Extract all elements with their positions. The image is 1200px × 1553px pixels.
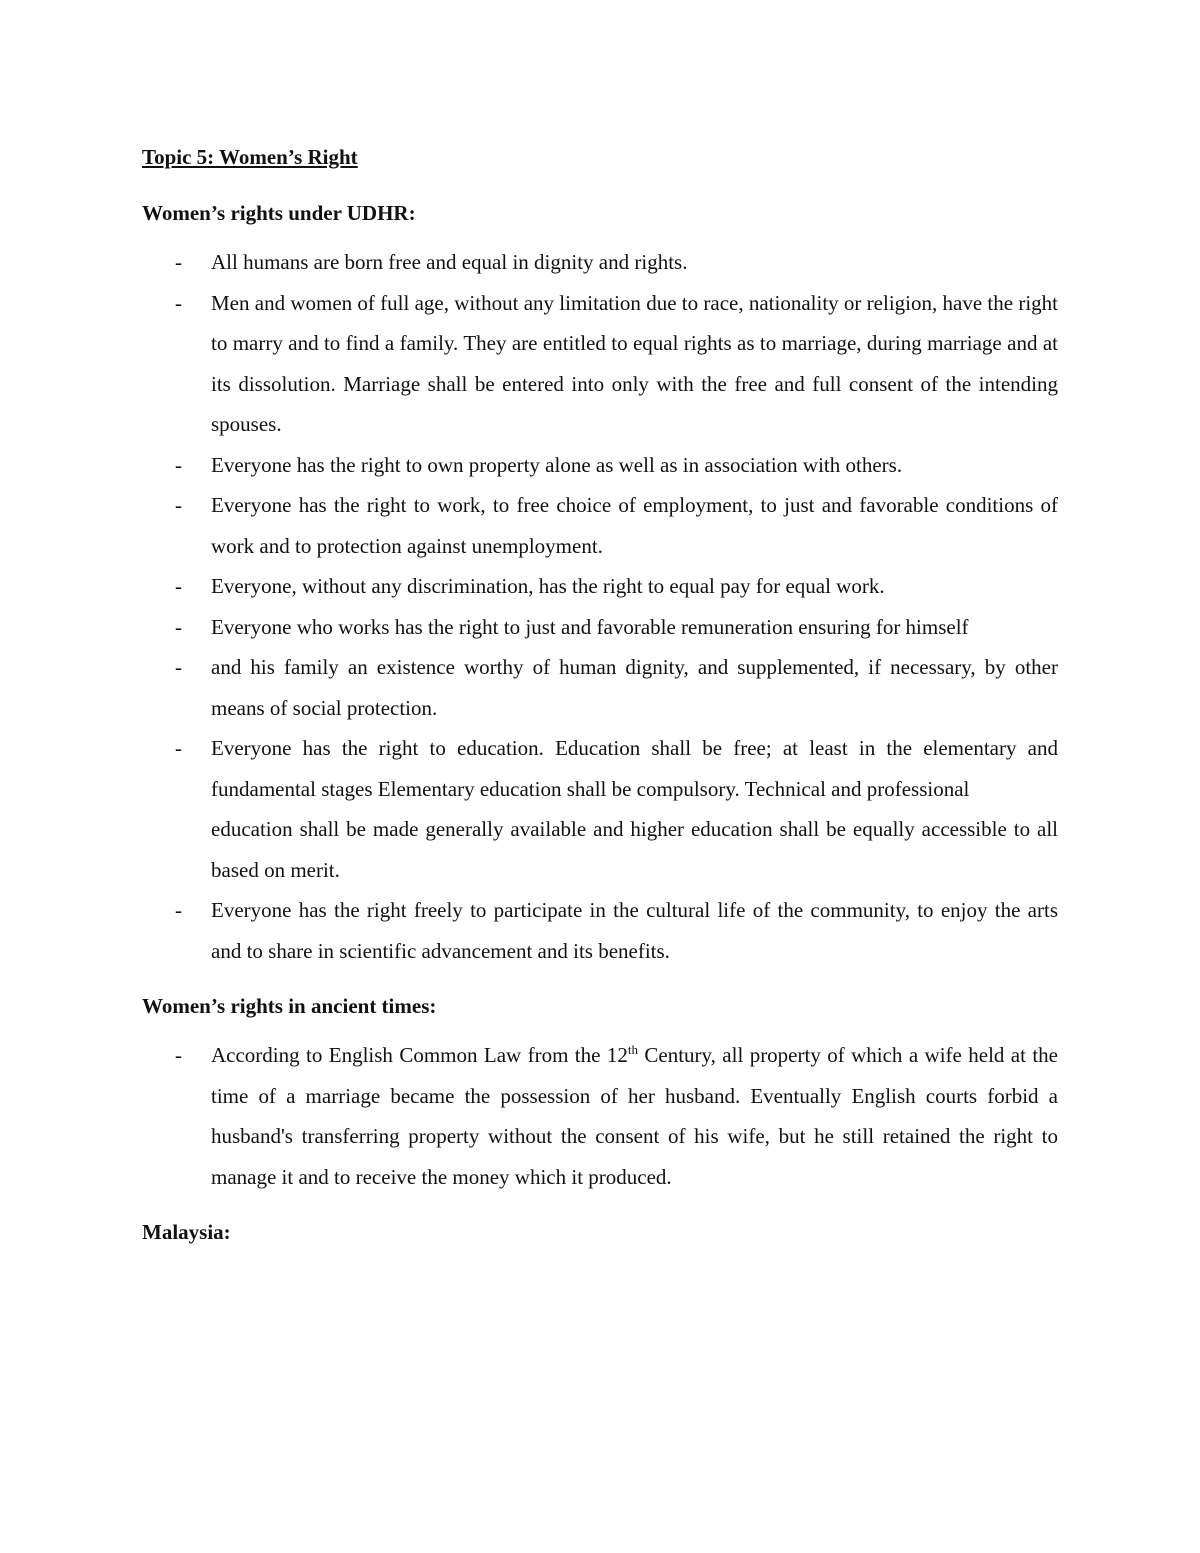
section-heading-malaysia: Malaysia: — [142, 1220, 231, 1244]
dash-bullet-icon: - — [175, 452, 182, 477]
udhr-bullet-list — [142, 242, 1058, 971]
list-item: - and his family an existence worthy of human dignity, and supplemented, if necessary, by other means of social protection. — [142, 647, 1058, 728]
list-item: - Everyone who works has the right to just and favorable remuneration ensuring for himself — [142, 607, 1058, 648]
dash-bullet-icon: - — [175, 1043, 182, 1067]
dash-bullet-icon: - — [175, 574, 182, 598]
dash-bullet-icon: - — [175, 736, 182, 760]
list-item: - All humans are born free and equal in dignity and rights. — [142, 242, 1058, 283]
dash-bullet-icon: - — [175, 614, 182, 639]
list-item: - Everyone has the right to work, to free choice of employment, to just and favorable conditions of work and to protection against unemployment. — [142, 485, 1058, 566]
ancient-times-bullet-list — [142, 1035, 1058, 1197]
dash-bullet-icon: - — [175, 290, 182, 315]
section-heading-udhr: Women’s rights under UDHR: — [142, 201, 416, 225]
list-item: - Everyone, without any discrimination, has the right to equal pay for equal work. — [142, 566, 1058, 607]
dash-bullet-icon: - — [175, 250, 182, 274]
list-item: - Everyone has the right to own property alone as well as in association with others. — [142, 445, 1058, 486]
list-item: - Everyone has the right freely to participate in the cultural life of the community, to enjoy the arts and to share in scientific advancement and its benefits. — [142, 890, 1058, 971]
list-item: - Men and women of full age, without any limitation due to race, nationality or religion, have the right to marry and to find a family. They are entitled to equal rights as to marriage, during marriage and at its dissolution. Marriage shall be entered into only with the free and full consent of the intending spouses. — [142, 283, 1058, 445]
page-title: Topic 5: Women’s Right — [142, 145, 358, 169]
dash-bullet-icon: - — [175, 655, 182, 679]
list-item: - Everyone has the right to education. Education shall be free; at least in the elementary and fundamental stages Elementary education shall be compulsory. Technical and professional education shall be made generally available and higher education shall be equally accessible to all based on merit. — [142, 728, 1058, 890]
list-item: - According to English Common Law from the 12th Century, all property of which a wife held at the time of a marriage became the possession of her husband. Eventually English courts forbid a husband's transferring property without the consent of his wife, but he still retained the right to manage it and to receive the money which it produced. — [142, 1035, 1058, 1197]
dash-bullet-icon: - — [175, 898, 182, 922]
section-heading-ancient-times: Women’s rights in ancient times: — [142, 994, 437, 1018]
document-content — [142, 140, 1058, 1249]
dash-bullet-icon: - — [175, 493, 182, 517]
